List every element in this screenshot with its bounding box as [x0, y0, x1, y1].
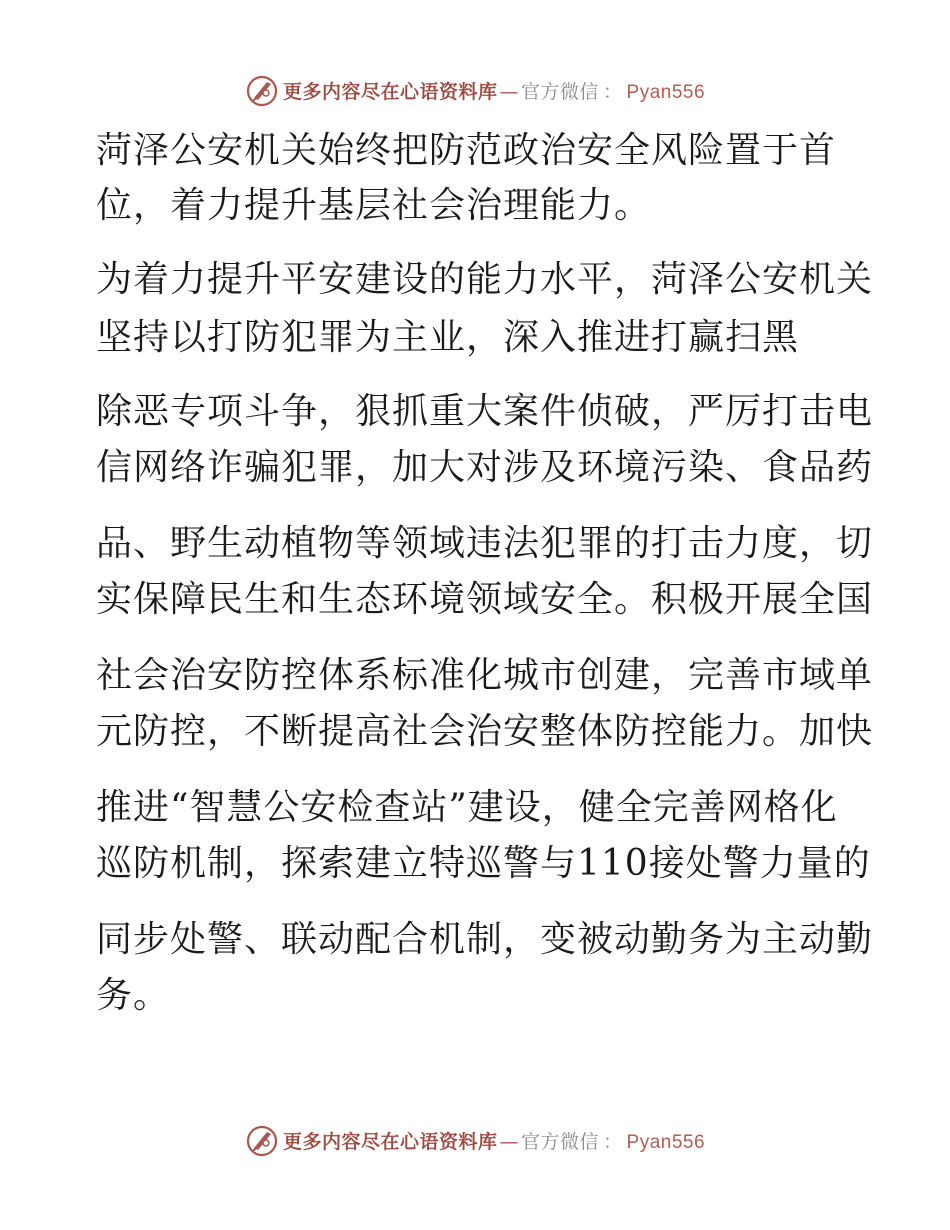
- quill-logo-icon: [245, 1123, 279, 1157]
- footer-official-label: 官方微信: [520, 1130, 599, 1153]
- body-line: 为着力提升平安建设的能力水平，菏泽公安机关: [96, 259, 874, 300]
- header-banner: [0, 70, 950, 110]
- body-line: 菏泽公安机关始终把防范政治安全风险置于首: [96, 130, 837, 171]
- header-site-name: 更多内容尽在心语资料库: [282, 80, 498, 103]
- footer-site-name: 更多内容尽在心语资料库: [282, 1130, 498, 1153]
- body-line: 巡防机制，探索建立特巡警与110接处警力量的: [96, 843, 871, 884]
- header-wechat-id: Pyan556: [626, 81, 706, 103]
- footer-banner-text: [283, 1127, 705, 1154]
- header-dash: —: [499, 80, 519, 103]
- quill-logo-icon: [245, 73, 279, 107]
- header-colon: ：: [603, 80, 623, 103]
- body-line: 推进“智慧公安检查站”建设，健全完善网格化: [96, 787, 838, 828]
- body-line: 同步处警、联动配合机制，变被动勤务为主动勤: [96, 919, 874, 960]
- body-line: 信网络诈骗犯罪，加大对涉及环境污染、食品药: [96, 447, 874, 488]
- footer-banner: [0, 1120, 950, 1160]
- body-line: 品、野生动植物等领域违法犯罪的打击力度，切: [96, 523, 874, 564]
- footer-colon: ：: [603, 1130, 623, 1153]
- footer-wechat-id: Pyan556: [626, 1131, 706, 1153]
- footer-dash: —: [499, 1130, 519, 1153]
- body-line: 社会治安防控体系标准化城市创建，完善市域单: [96, 655, 874, 696]
- body-line: 坚持以打防犯罪为主业，深入推进打赢扫黑: [96, 317, 800, 358]
- body-line: 务。: [96, 975, 171, 1016]
- body-line: 除恶专项斗争，狠抓重大案件侦破，严厉打击电: [96, 391, 874, 432]
- body-line: 元防控，不断提高社会治安整体防控能力。加快: [96, 711, 874, 752]
- header-official-label: 官方微信: [520, 80, 599, 103]
- body-line: 实保障民生和生态环境领域安全。积极开展全国: [96, 579, 874, 620]
- header-banner-text: [283, 77, 705, 104]
- body-line: 位，着力提升基层社会治理能力。: [96, 185, 652, 226]
